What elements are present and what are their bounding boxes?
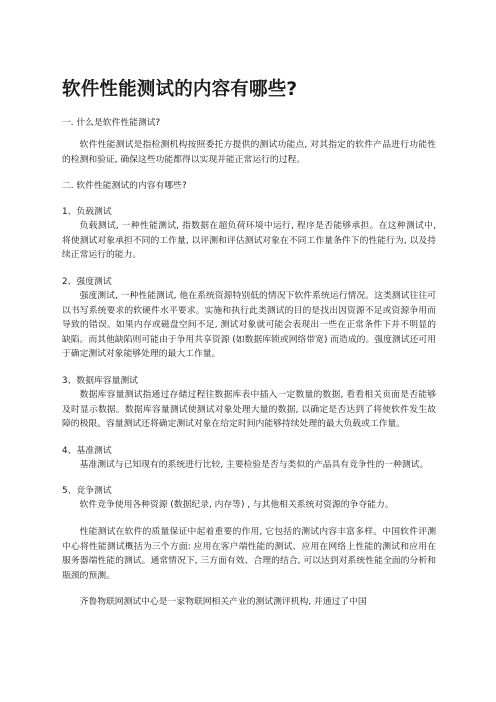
spacer <box>62 130 436 138</box>
closing-paragraph: 齐鲁物联网测试中心是一家物联网相关产业的测试测评机构, 并通过了中国 <box>79 597 367 608</box>
item-5-heading: 5、竞争测试 <box>62 486 112 497</box>
item-2-heading: 2、强度测试 <box>62 276 112 287</box>
section-1-body: 软件性能测试是指检测机构按照委托方提供的测试功能点, 对其指定的软件产品进行功能性的检测和验证, 确保这些功能都得以实现并能正常运行的过程。 <box>62 140 436 165</box>
item-5-body: 软件竞争使用各种资源 (数据纪录, 内存等) , 与其他相关系统对资源的争夺能力。 <box>79 500 394 511</box>
page-title: 软件性能测试的内容有哪些? <box>62 79 298 100</box>
spacer <box>62 167 436 179</box>
item-4-heading: 4、基准测试 <box>62 445 112 456</box>
spacer <box>62 472 436 484</box>
item-2-body: 强度测试, 一种性能测试, 他在系统资源特别低的情况下软件系统运行情况。这类测试往往可以书写系统要求的软硬件水平要求。实施和执行此类测试的目的是找出因资源不足或资源争用而导致的错误。如果内存或磁盘空间不足, 测试对象就可能会表现出一些在正常条件下并不明显的缺陷。而其他缺陷则可能由于争用共享资源 (如数据库锁或网络带宽) 而造成的。强度测试还可用于确定测试对象能够处理的最大工作量。 <box>62 290 436 360</box>
spacer <box>62 432 436 444</box>
item-1-body: 负载测试, 一种性能测试, 指数据在超负荷环境中运行, 程序是否能够承担。在这种测试中, 将使测试对象承担不同的工作量, 以评测和评估测试对象在不同工作量条件下的性能行为, 以及持续正常运行的能力。 <box>62 221 436 261</box>
spacer <box>62 362 436 374</box>
section-2-heading: 二. 软件性能测试的内容有哪些? <box>62 181 187 192</box>
section-1-heading: 一. 什么是软件性能测试? <box>62 118 161 128</box>
item-1-heading: 1、负载测试 <box>62 207 112 218</box>
spacer <box>62 513 436 525</box>
document-page <box>62 78 436 610</box>
spacer <box>62 263 436 275</box>
item-4-body: 基准测试与已知现有的系统进行比较, 主要检验是否与类似的产品具有竞争性的一种测试。 <box>79 459 429 470</box>
item-3-body: 数据库容量测试指通过存储过程往数据库表中插入一定数量的数据, 看看相关页面是否能够及时显示数据。数据库容量测试使测试对象处理大量的数据, 以确定是否达到了将使软件发生故障的极限。容量测试还将确定测试对象在给定时间内能够持续处理的最大负载或工作量。 <box>62 389 436 430</box>
summary-paragraph: 性能测试在软件的质量保证中起着重要的作用, 它包括的测试内容丰富多样。中国软件评测中心将性能测试概括为三个方面: 应用在客户端性能的测试、应用在网络上性能的测试和应用在服务器端性能的测试。通常情况下, 三方面有效、合理的结合, 可以达到对系统性能全面的分析和瓶颈的预测。 <box>62 526 436 581</box>
item-3-heading: 3、数据库容量测试 <box>62 375 138 386</box>
spacer <box>62 193 436 205</box>
spacer <box>62 583 436 595</box>
